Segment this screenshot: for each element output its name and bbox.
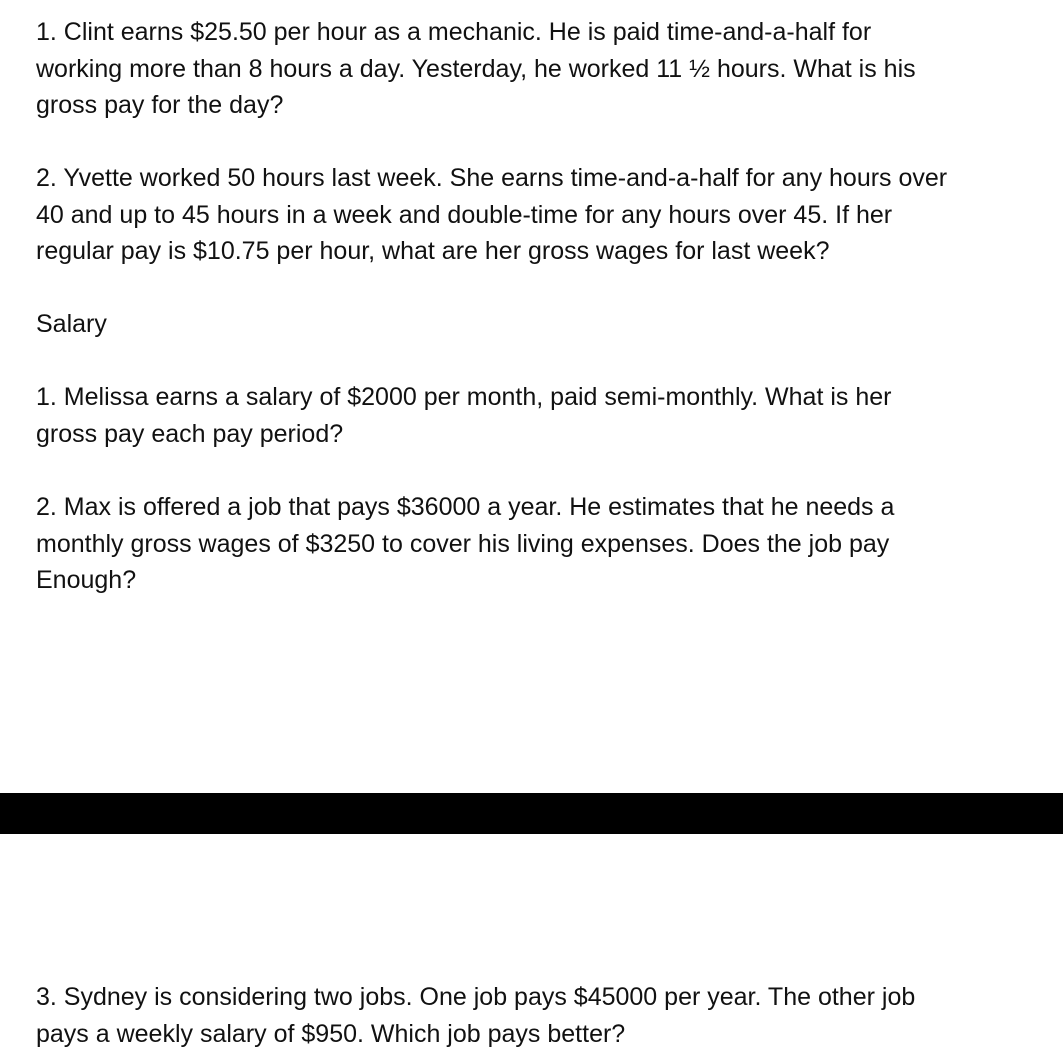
text-line: monthly gross wages of $3250 to cover his living expenses. Does the job pay bbox=[36, 529, 890, 558]
text-line: working more than 8 hours a day. Yesterday, he worked 11 ½ hours. What is his bbox=[36, 54, 916, 83]
section-heading-text: Salary bbox=[36, 310, 107, 338]
question-salary-3 bbox=[36, 979, 1060, 1052]
question-salary-2 bbox=[36, 489, 1060, 599]
text-line: 1. Clint earns $25.50 per hour as a mechanic. He is paid time-and-a-half for bbox=[36, 18, 872, 46]
question-hourly-2 bbox=[36, 160, 1060, 270]
question-hourly-1 bbox=[36, 14, 1060, 124]
section-heading-salary bbox=[36, 306, 1060, 343]
text-line: gross pay each pay period? bbox=[36, 419, 344, 448]
text-line: Enough? bbox=[36, 566, 137, 594]
text-line: 40 and up to 45 hours in a week and double-time for any hours over 45. If her bbox=[36, 200, 893, 229]
text-line: 2. Yvette worked 50 hours last week. She earns time-and-a-half for any hours over bbox=[36, 164, 948, 192]
text-line: 1. Melissa earns a salary of $2000 per month, paid semi-monthly. What is her bbox=[36, 383, 892, 411]
text-line: 2. Max is offered a job that pays $36000 a year. He estimates that he needs a bbox=[36, 493, 895, 521]
page-break-bar bbox=[0, 793, 1063, 834]
text-line: regular pay is $10.75 per hour, what are her gross wages for last week? bbox=[36, 237, 830, 265]
text-line: 3. Sydney is considering two jobs. One job pays $45000 per year. The other job bbox=[36, 983, 916, 1011]
question-salary-1 bbox=[36, 379, 1060, 452]
text-line: pays a weekly salary of $950. Which job pays better? bbox=[36, 1019, 626, 1048]
text-line: gross pay for the day? bbox=[36, 91, 284, 119]
